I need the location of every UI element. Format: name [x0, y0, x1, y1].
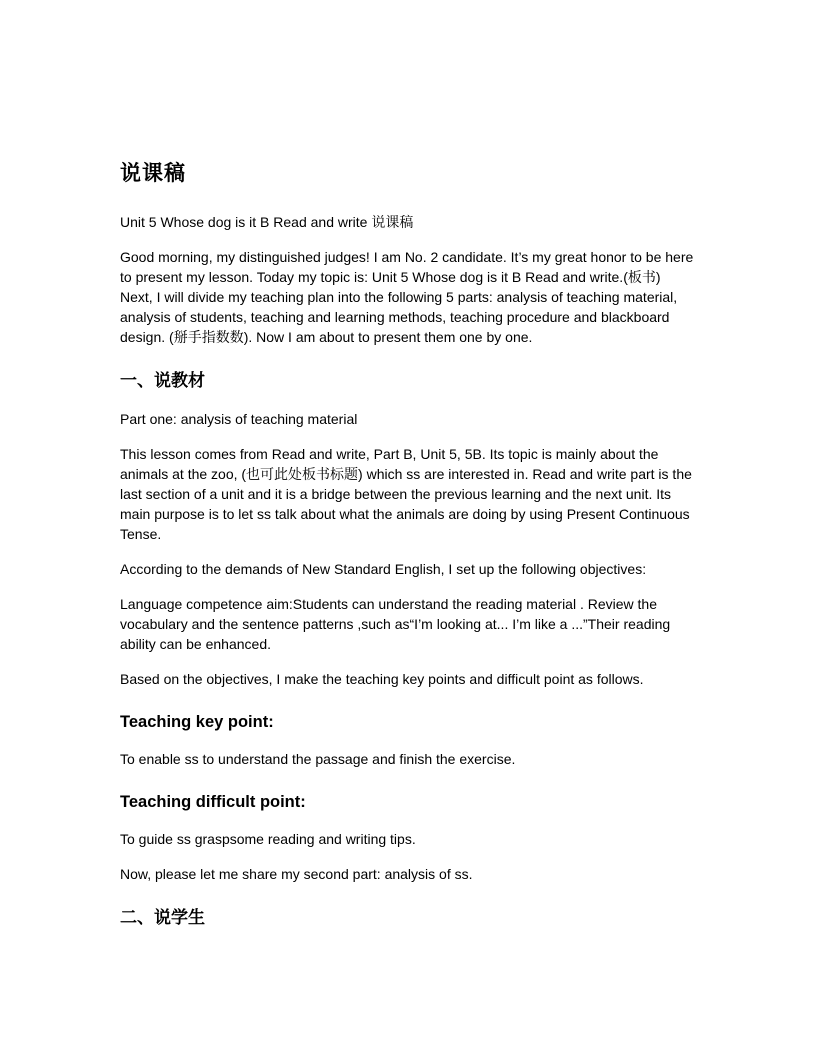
section-heading-students: 二、说学生	[120, 908, 205, 928]
objectives-intro-paragraph: According to the demands of New Standard English, I set up the following objectives:	[120, 561, 647, 577]
teaching-key-point-heading: Teaching key point:	[120, 713, 274, 731]
document-page	[120, 158, 695, 946]
document-title: 说课稿	[120, 161, 186, 185]
language-competence-paragraph: Language competence aim:Students can understand the reading material . Review the vocabulary and the sentence patterns ,such as“I’m looking at... I’m like a ...”Their reading ability can be enhanced.	[120, 596, 671, 652]
intro-paragraph: Good morning, my distinguished judges! I am No. 2 candidate. It’s my great honor to be here to present my lesson. Today my topic is: Unit 5 Whose dog is it B Read and write.(板书) Next, I will divide my teaching plan into the following 5 parts: analysis of teaching material, analysis of students, teaching and learning methods, teaching procedure and blackboard design. (掰手指数数). Now I am about to present them one by one.	[120, 249, 694, 345]
teaching-difficult-point-heading: Teaching difficult point:	[120, 793, 306, 811]
part-one-label: Part one: analysis of teaching material	[120, 411, 358, 427]
teaching-difficult-point-text: To guide ss graspsome reading and writing tips.	[120, 831, 416, 847]
section-heading-teaching-material: 一、说教材	[120, 371, 205, 391]
lesson-source-paragraph: This lesson comes from Read and write, Part B, Unit 5, 5B. Its topic is mainly about the animals at the zoo, (也可此处板书标题) which ss are interested in. Read and write part is the last section of a unit and it is a bridge between the previous learning and the next unit. Its main purpose is to let ss talk about what the animals are doing by using Present Continuous Tense.	[120, 446, 692, 542]
key-points-intro-paragraph: Based on the objectives, I make the teaching key points and difficult point as follows.	[120, 671, 644, 687]
document-subtitle: Unit 5 Whose dog is it B Read and write 说课稿	[120, 214, 414, 230]
transition-paragraph: Now, please let me share my second part: analysis of ss.	[120, 866, 473, 882]
teaching-key-point-text: To enable ss to understand the passage and finish the exercise.	[120, 751, 516, 767]
